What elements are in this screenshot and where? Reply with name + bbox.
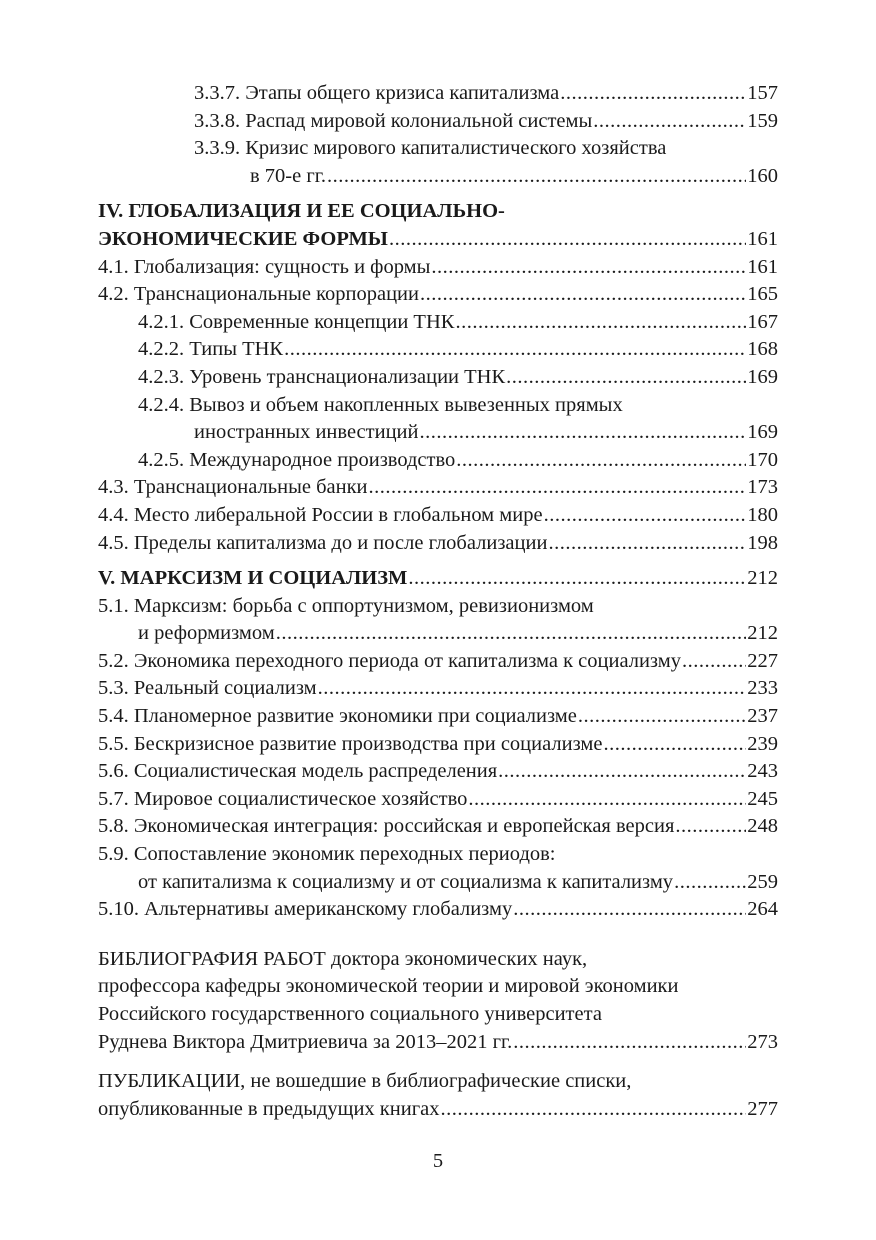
toc-entry-page: 245 xyxy=(747,787,778,810)
toc-entry-label: и реформизмом xyxy=(138,622,275,645)
toc-entry xyxy=(98,309,778,337)
dot-leader xyxy=(603,731,746,759)
dot-leader xyxy=(560,80,746,108)
dot-leader xyxy=(284,336,746,364)
dot-leader xyxy=(544,502,747,530)
toc-entry-label: 4.2. Транснациональные корпорации xyxy=(98,283,419,306)
toc-entry xyxy=(98,813,778,841)
toc-entry-label: 3.3.7. Этапы общего кризиса капитализма xyxy=(194,82,560,104)
toc-entry-continuation xyxy=(98,620,778,648)
dot-leader xyxy=(276,620,747,648)
bibliography-line: БИБЛИОГРАФИЯ РАБОТ доктора экономических наук, xyxy=(98,947,588,970)
toc-entry-label: 4.2.2. Типы ТНК xyxy=(138,338,284,361)
dot-leader xyxy=(456,447,746,475)
toc-entry-label: 4.5. Пределы капитализма до и после глобализации xyxy=(98,531,548,554)
toc-entry xyxy=(98,80,778,108)
publications-entry xyxy=(98,1096,778,1124)
toc-entry-label: от капитализма к социализму и от социализма к капитализму xyxy=(138,870,674,893)
dot-leader xyxy=(468,786,746,814)
toc-entry-label: 4.1. Глобализация: сущность и формы xyxy=(98,255,431,278)
toc-entry-continuation xyxy=(98,869,778,897)
toc-entry xyxy=(98,593,778,621)
toc-entry-label: 4.2.4. Вывоз и объем накопленных вывезенных прямых xyxy=(138,393,623,416)
toc-entry xyxy=(98,392,778,420)
publications-line: ПУБЛИКАЦИИ, не вошедшие в библиографические списки, xyxy=(98,1070,632,1093)
dot-leader xyxy=(420,419,747,447)
toc-entry-page: 180 xyxy=(747,503,778,526)
toc-entry-page: 227 xyxy=(747,649,778,672)
dot-leader xyxy=(513,1029,746,1057)
toc-entry-page: 259 xyxy=(747,870,778,893)
bibliography-entry xyxy=(98,1029,778,1057)
dot-leader xyxy=(506,364,746,392)
bibliography-line: Российского государственного социального университета xyxy=(98,1003,602,1025)
toc-entry-page: 233 xyxy=(747,677,778,700)
toc-entry-page: 169 xyxy=(747,421,778,444)
toc-entry-page: 168 xyxy=(747,338,778,361)
toc-entry-page: 277 xyxy=(747,1097,778,1120)
toc-entry-label: 5.9. Сопоставление экономик переходных периодов: xyxy=(98,843,556,866)
chapter-title: IV. ГЛОБАЛИЗАЦИЯ И ЕЕ СОЦИАЛЬНО- xyxy=(98,200,505,223)
toc-entry xyxy=(98,896,778,924)
table-of-contents xyxy=(98,80,778,1123)
toc-entry-page: 169 xyxy=(747,365,778,388)
toc-entry xyxy=(98,474,778,502)
chapter-title: ЭКОНОМИЧЕСКИЕ ФОРМЫ xyxy=(98,227,388,250)
toc-entry-label: 3.3.8. Распад мировой колониальной системы xyxy=(194,109,593,132)
toc-entry xyxy=(98,675,778,703)
toc-entry-label: 4.3. Транснациональные банки xyxy=(98,476,368,499)
dot-leader xyxy=(420,281,746,309)
toc-entry-label: 5.7. Мировое социалистическое хозяйство xyxy=(98,787,468,810)
dot-leader xyxy=(548,530,746,558)
toc-entry xyxy=(98,703,778,731)
toc-entry xyxy=(98,135,778,163)
toc-entry xyxy=(98,254,778,282)
toc-entry-page: 167 xyxy=(747,310,778,333)
toc-entry-page: 273 xyxy=(747,1030,778,1053)
bibliography-label: Руднева Виктора Дмитриевича за 2013–2021 гг. xyxy=(98,1030,513,1053)
toc-entry-page: 173 xyxy=(747,476,778,499)
toc-entry-page: 237 xyxy=(747,705,778,728)
dot-leader xyxy=(440,1096,746,1124)
dot-leader xyxy=(593,108,746,136)
toc-entry xyxy=(98,648,778,676)
dot-leader xyxy=(369,474,747,502)
chapter-heading xyxy=(98,226,778,254)
toc-entry-label: 3.3.9. Кризис мирового капиталистического хозяйства xyxy=(194,137,667,160)
toc-entry-label: 4.2.3. Уровень транснационализации ТНК xyxy=(138,365,506,388)
bibliography-line: профессора кафедры экономической теории и мировой экономики xyxy=(98,975,679,998)
dot-leader xyxy=(318,675,747,703)
toc-entry-label: 5.6. Социалистическая модель распределения xyxy=(98,760,498,783)
toc-entry xyxy=(98,108,778,136)
chapter-title: V. МАРКСИЗМ И СОЦИАЛИЗМ xyxy=(98,567,408,590)
toc-entry-continuation xyxy=(98,419,778,447)
dot-leader xyxy=(408,565,746,593)
toc-entry-label: 4.2.1. Современные концепции ТНК xyxy=(138,310,455,333)
dot-leader xyxy=(389,226,746,254)
toc-entry-page: 161 xyxy=(747,255,778,278)
dot-leader xyxy=(455,309,746,337)
dot-leader xyxy=(513,896,746,924)
toc-entry-label: 5.10. Альтернативы американскому глобализму xyxy=(98,898,513,921)
toc-entry-page: 160 xyxy=(747,164,778,187)
toc-entry xyxy=(98,336,778,364)
toc-entry-page: 243 xyxy=(747,760,778,783)
dot-leader xyxy=(498,758,746,786)
toc-entry-label: 5.1. Марксизм: борьба с оппортунизмом, ревизионизмом xyxy=(98,594,594,617)
dot-leader xyxy=(682,648,746,676)
dot-leader xyxy=(674,869,746,897)
toc-entry-page: 170 xyxy=(747,448,778,471)
toc-entry-page: 264 xyxy=(747,898,778,921)
toc-entry-page: 212 xyxy=(747,567,778,590)
toc-entry-page: 239 xyxy=(747,732,778,755)
toc-entry xyxy=(98,731,778,759)
dot-leader xyxy=(431,254,746,282)
toc-entry-page: 198 xyxy=(747,531,778,554)
chapter-heading xyxy=(98,198,778,226)
toc-entry-page: 212 xyxy=(747,622,778,645)
toc-entry-label: в 70-е гг. xyxy=(250,164,326,187)
toc-entry-label: 5.5. Бескризисное развитие производства при социализме xyxy=(98,732,603,755)
toc-entry-page: 157 xyxy=(747,82,778,104)
dot-leader xyxy=(675,813,746,841)
toc-entry-continuation xyxy=(98,163,778,191)
chapter-heading xyxy=(98,565,778,593)
dot-leader xyxy=(327,163,746,191)
toc-entry-label: 5.4. Планомерное развитие экономики при социализме xyxy=(98,705,577,728)
dot-leader xyxy=(578,703,746,731)
toc-entry-label: 4.2.5. Международное производство xyxy=(138,448,456,471)
toc-entry xyxy=(98,281,778,309)
toc-entry-page: 161 xyxy=(747,227,778,250)
toc-entry xyxy=(98,530,778,558)
toc-entry-label: 5.8. Экономическая интеграция: российская и европейская версия xyxy=(98,815,675,838)
page-number: 5 xyxy=(432,1150,444,1172)
toc-entry xyxy=(98,502,778,530)
toc-entry-label: иностранных инвестиций xyxy=(194,421,419,444)
toc-entry-label: 5.2. Экономика переходного периода от капитализма к социализму xyxy=(98,649,681,672)
toc-entry xyxy=(98,364,778,392)
toc-entry-page: 248 xyxy=(747,815,778,838)
toc-entry-label: 5.3. Реальный социализм xyxy=(98,677,317,700)
toc-entry xyxy=(98,841,778,869)
publications-label: опубликованные в предыдущих книгах xyxy=(98,1097,440,1120)
toc-entry xyxy=(98,447,778,475)
toc-entry xyxy=(98,758,778,786)
toc-entry-page: 165 xyxy=(747,283,778,306)
toc-entry-label: 4.4. Место либеральной России в глобальном мире xyxy=(98,503,543,526)
toc-entry-page: 159 xyxy=(747,109,778,132)
toc-entry xyxy=(98,786,778,814)
